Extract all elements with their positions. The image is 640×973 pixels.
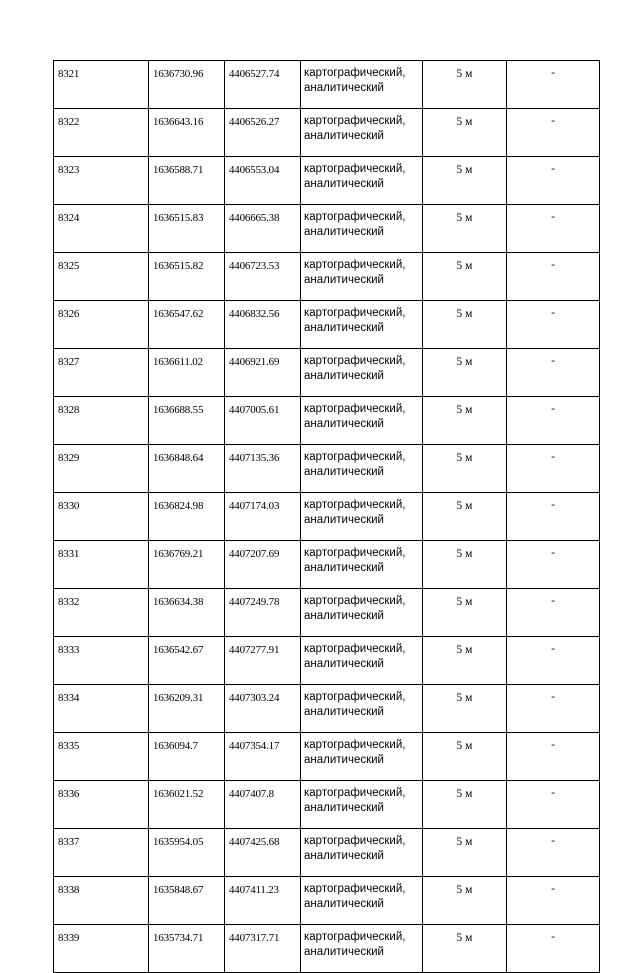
table-row [54, 301, 600, 349]
method-cell [301, 493, 423, 541]
method-cell [301, 541, 423, 589]
accuracy-cell: 5 м [423, 157, 507, 205]
table-row [54, 445, 600, 493]
y-coordinate-cell: 4406527.74 [225, 61, 301, 109]
accuracy-cell: 5 м [423, 109, 507, 157]
x-coordinate-cell: 1636730.96 [149, 61, 225, 109]
method-line-2: аналитический [304, 466, 384, 478]
note-cell: - [507, 877, 600, 925]
accuracy-cell: 5 м [423, 925, 507, 973]
note-cell: - [507, 109, 600, 157]
method-cell [301, 781, 423, 829]
point-number-cell: 8334 [54, 685, 149, 733]
method-line-2: аналитический [304, 370, 384, 382]
x-coordinate-cell: 1636643.16 [149, 109, 225, 157]
table-row [54, 253, 600, 301]
point-number-cell: 8338 [54, 877, 149, 925]
method-line-2: аналитический [304, 658, 384, 670]
note-cell: - [507, 733, 600, 781]
y-coordinate-cell: 4407277.91 [225, 637, 301, 685]
y-coordinate-cell: 4406832.56 [225, 301, 301, 349]
method-cell [301, 445, 423, 493]
table-row [54, 781, 600, 829]
accuracy-cell: 5 м [423, 301, 507, 349]
table-row [54, 685, 600, 733]
y-coordinate-cell: 4407207.69 [225, 541, 301, 589]
method-line-1: картографический, [304, 307, 406, 319]
point-number-cell: 8328 [54, 397, 149, 445]
x-coordinate-cell: 1636611.02 [149, 349, 225, 397]
table-row [54, 541, 600, 589]
table-row [54, 829, 600, 877]
point-number-cell: 8322 [54, 109, 149, 157]
method-line-1: картографический, [304, 355, 406, 367]
method-line-1: картографический, [304, 451, 406, 463]
x-coordinate-cell: 1636634.38 [149, 589, 225, 637]
method-line-2: аналитический [304, 706, 384, 718]
method-line-1: картографический, [304, 115, 406, 127]
y-coordinate-cell: 4407411.23 [225, 877, 301, 925]
table-row [54, 157, 600, 205]
method-line-2: аналитический [304, 850, 384, 862]
table-body [54, 61, 600, 973]
y-coordinate-cell: 4407407.8 [225, 781, 301, 829]
table-row [54, 637, 600, 685]
x-coordinate-cell: 1636209.31 [149, 685, 225, 733]
note-cell: - [507, 445, 600, 493]
accuracy-cell: 5 м [423, 541, 507, 589]
method-cell [301, 61, 423, 109]
accuracy-cell: 5 м [423, 829, 507, 877]
method-cell [301, 205, 423, 253]
point-number-cell: 8326 [54, 301, 149, 349]
note-cell: - [507, 685, 600, 733]
x-coordinate-cell: 1635954.05 [149, 829, 225, 877]
method-line-2: аналитический [304, 610, 384, 622]
y-coordinate-cell: 4407249.78 [225, 589, 301, 637]
accuracy-cell: 5 м [423, 205, 507, 253]
accuracy-cell: 5 м [423, 445, 507, 493]
method-cell [301, 253, 423, 301]
note-cell: - [507, 829, 600, 877]
point-number-cell: 8324 [54, 205, 149, 253]
note-cell: - [507, 157, 600, 205]
x-coordinate-cell: 1636515.82 [149, 253, 225, 301]
method-line-2: аналитический [304, 274, 384, 286]
method-cell [301, 685, 423, 733]
method-line-2: аналитический [304, 322, 384, 334]
method-line-1: картографический, [304, 547, 406, 559]
method-cell [301, 157, 423, 205]
accuracy-cell: 5 м [423, 493, 507, 541]
point-number-cell: 8327 [54, 349, 149, 397]
method-line-1: картографический, [304, 691, 406, 703]
point-number-cell: 8337 [54, 829, 149, 877]
point-number-cell: 8323 [54, 157, 149, 205]
method-cell [301, 301, 423, 349]
point-number-cell: 8333 [54, 637, 149, 685]
method-line-1: картографический, [304, 835, 406, 847]
y-coordinate-cell: 4407174.03 [225, 493, 301, 541]
point-number-cell: 8336 [54, 781, 149, 829]
y-coordinate-cell: 4407354.17 [225, 733, 301, 781]
y-coordinate-cell: 4407303.24 [225, 685, 301, 733]
point-number-cell: 8339 [54, 925, 149, 973]
method-line-2: аналитический [304, 946, 384, 958]
y-coordinate-cell: 4406553.04 [225, 157, 301, 205]
note-cell: - [507, 589, 600, 637]
table-row [54, 61, 600, 109]
accuracy-cell: 5 м [423, 637, 507, 685]
x-coordinate-cell: 1636021.52 [149, 781, 225, 829]
method-line-2: аналитический [304, 898, 384, 910]
x-coordinate-cell: 1636547.62 [149, 301, 225, 349]
y-coordinate-cell: 4406665.38 [225, 205, 301, 253]
table-row [54, 397, 600, 445]
coordinates-table [53, 60, 600, 973]
accuracy-cell: 5 м [423, 253, 507, 301]
method-cell [301, 925, 423, 973]
method-cell [301, 397, 423, 445]
method-line-1: картографический, [304, 403, 406, 415]
x-coordinate-cell: 1635848.67 [149, 877, 225, 925]
method-line-2: аналитический [304, 514, 384, 526]
x-coordinate-cell: 1636515.83 [149, 205, 225, 253]
table-row [54, 877, 600, 925]
method-line-1: картографический, [304, 931, 406, 943]
method-cell [301, 589, 423, 637]
y-coordinate-cell: 4406921.69 [225, 349, 301, 397]
method-line-1: картографический, [304, 499, 406, 511]
point-number-cell: 8329 [54, 445, 149, 493]
note-cell: - [507, 397, 600, 445]
note-cell: - [507, 349, 600, 397]
y-coordinate-cell: 4407425.68 [225, 829, 301, 877]
x-coordinate-cell: 1635734.71 [149, 925, 225, 973]
method-line-2: аналитический [304, 178, 384, 190]
accuracy-cell: 5 м [423, 397, 507, 445]
x-coordinate-cell: 1636769.21 [149, 541, 225, 589]
note-cell: - [507, 493, 600, 541]
note-cell: - [507, 205, 600, 253]
method-line-2: аналитический [304, 418, 384, 430]
accuracy-cell: 5 м [423, 877, 507, 925]
table-row [54, 589, 600, 637]
method-line-1: картографический, [304, 259, 406, 271]
point-number-cell: 8325 [54, 253, 149, 301]
x-coordinate-cell: 1636542.67 [149, 637, 225, 685]
point-number-cell: 8321 [54, 61, 149, 109]
x-coordinate-cell: 1636588.71 [149, 157, 225, 205]
method-line-1: картографический, [304, 643, 406, 655]
method-line-1: картографический, [304, 595, 406, 607]
table-row [54, 349, 600, 397]
method-line-1: картографический, [304, 67, 406, 79]
x-coordinate-cell: 1636824.98 [149, 493, 225, 541]
note-cell: - [507, 925, 600, 973]
accuracy-cell: 5 м [423, 781, 507, 829]
note-cell: - [507, 541, 600, 589]
table-row [54, 109, 600, 157]
x-coordinate-cell: 1636094.7 [149, 733, 225, 781]
x-coordinate-cell: 1636688.55 [149, 397, 225, 445]
note-cell: - [507, 781, 600, 829]
accuracy-cell: 5 м [423, 589, 507, 637]
method-cell [301, 829, 423, 877]
note-cell: - [507, 637, 600, 685]
method-line-1: картографический, [304, 211, 406, 223]
y-coordinate-cell: 4406526.27 [225, 109, 301, 157]
accuracy-cell: 5 м [423, 349, 507, 397]
point-number-cell: 8332 [54, 589, 149, 637]
y-coordinate-cell: 4407317.71 [225, 925, 301, 973]
note-cell: - [507, 61, 600, 109]
accuracy-cell: 5 м [423, 685, 507, 733]
y-coordinate-cell: 4407005.61 [225, 397, 301, 445]
table-row [54, 493, 600, 541]
note-cell: - [507, 253, 600, 301]
x-coordinate-cell: 1636848.64 [149, 445, 225, 493]
table-row [54, 925, 600, 973]
accuracy-cell: 5 м [423, 61, 507, 109]
method-cell [301, 349, 423, 397]
method-line-1: картографический, [304, 787, 406, 799]
method-cell [301, 733, 423, 781]
note-cell: - [507, 301, 600, 349]
method-line-1: картографический, [304, 739, 406, 751]
method-line-2: аналитический [304, 130, 384, 142]
method-line-1: картографический, [304, 163, 406, 175]
accuracy-cell: 5 м [423, 733, 507, 781]
point-number-cell: 8330 [54, 493, 149, 541]
method-line-2: аналитический [304, 562, 384, 574]
point-number-cell: 8331 [54, 541, 149, 589]
point-number-cell: 8335 [54, 733, 149, 781]
method-cell [301, 877, 423, 925]
method-cell [301, 109, 423, 157]
table-row [54, 733, 600, 781]
y-coordinate-cell: 4407135.36 [225, 445, 301, 493]
method-line-2: аналитический [304, 802, 384, 814]
method-line-2: аналитический [304, 226, 384, 238]
method-line-1: картографический, [304, 883, 406, 895]
table-row [54, 205, 600, 253]
method-line-2: аналитический [304, 754, 384, 766]
method-line-2: аналитический [304, 82, 384, 94]
y-coordinate-cell: 4406723.53 [225, 253, 301, 301]
method-cell [301, 637, 423, 685]
